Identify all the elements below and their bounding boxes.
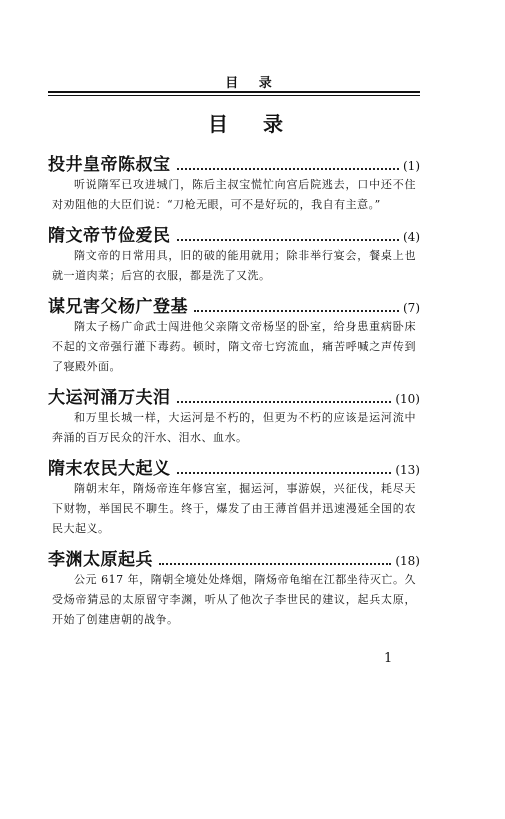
toc-entry — [48, 545, 420, 630]
toc-entry-page: (10) — [395, 392, 420, 406]
toc-entry-title[interactable]: 投井皇帝陈叔宝 — [48, 155, 171, 175]
table-of-contents — [48, 150, 420, 636]
toc-entry-heading[interactable] — [48, 292, 420, 316]
dot-leader — [177, 168, 400, 170]
dot-leader — [177, 239, 400, 241]
dot-leader — [159, 563, 391, 565]
toc-entry-heading[interactable] — [48, 545, 420, 569]
toc-entry — [48, 150, 420, 215]
running-header: 目 录 — [225, 76, 280, 91]
toc-entry — [48, 454, 420, 539]
toc-entry-summary: 听说隋军已攻进城门，陈后主叔宝慌忙向宫后院逃去，口中还不住对劝阻他的大臣们说：“刀枪无眼，可不是好玩的，我自有主意。” — [52, 178, 416, 211]
header-rule-thick — [48, 91, 420, 93]
dot-leader — [194, 310, 399, 312]
toc-entry-heading[interactable] — [48, 383, 420, 407]
toc-entry-title[interactable]: 李渊太原起兵 — [48, 550, 153, 570]
dot-leader — [177, 472, 392, 474]
toc-entry-summary: 和万里长城一样，大运河是不朽的，但更为不朽的应该是运河流中奔涌的百万民众的汗水、泪水、血水。 — [52, 411, 416, 444]
toc-entry-title[interactable]: 谋兄害父杨广登基 — [48, 297, 188, 317]
dot-leader — [177, 401, 392, 403]
toc-entry-summary: 隋朝末年，隋炀帝连年修宫室，掘运河，事游娱，兴征伐，耗尽天下财物，举国民不聊生。终于，爆发了由王薄首倡并迅速漫延全国的农民大起义。 — [52, 482, 416, 535]
toc-entry-page: (4) — [403, 230, 420, 244]
toc-entry — [48, 221, 420, 286]
toc-entry-title[interactable]: 大运河涌万夫泪 — [48, 388, 171, 408]
toc-entry-summary: 隋文帝的日常用具，旧的破的能用就用；除非举行宴会，餐桌上也就一道肉菜；后宫的衣服，都是洗了又洗。 — [52, 249, 416, 282]
toc-entry-page: (1) — [403, 159, 420, 173]
toc-entry-page: (13) — [395, 463, 420, 477]
toc-entry-title[interactable]: 隋末农民大起义 — [48, 459, 171, 479]
toc-entry — [48, 292, 420, 377]
toc-entry — [48, 383, 420, 448]
header-rule-thin — [48, 95, 420, 96]
toc-entry-summary: 公元 617 年，隋朝全境处处烽烟，隋炀帝龟缩在江都坐待灭亡。久受炀帝猜忌的太原留守李渊，听从了他次子李世民的建议，起兵太原，开始了创建唐朝的战争。 — [52, 573, 416, 626]
toc-entry-heading[interactable] — [48, 150, 420, 174]
toc-entry-page: (7) — [403, 301, 420, 315]
toc-entry-summary: 隋太子杨广命武士闯进他父亲隋文帝杨坚的卧室，给身患重病卧床不起的文帝强行灌下毒药。顿时，隋文帝七窍流血，痛苦呼喊之声传到了寝殿外面。 — [52, 320, 416, 373]
toc-entry-page: (18) — [395, 554, 420, 568]
toc-entry-heading[interactable] — [48, 454, 420, 478]
page-title: 目 录 — [208, 112, 297, 136]
toc-entry-heading[interactable] — [48, 221, 420, 245]
page-number: 1 — [384, 651, 393, 666]
toc-entry-title[interactable]: 隋文帝节俭爱民 — [48, 226, 171, 246]
